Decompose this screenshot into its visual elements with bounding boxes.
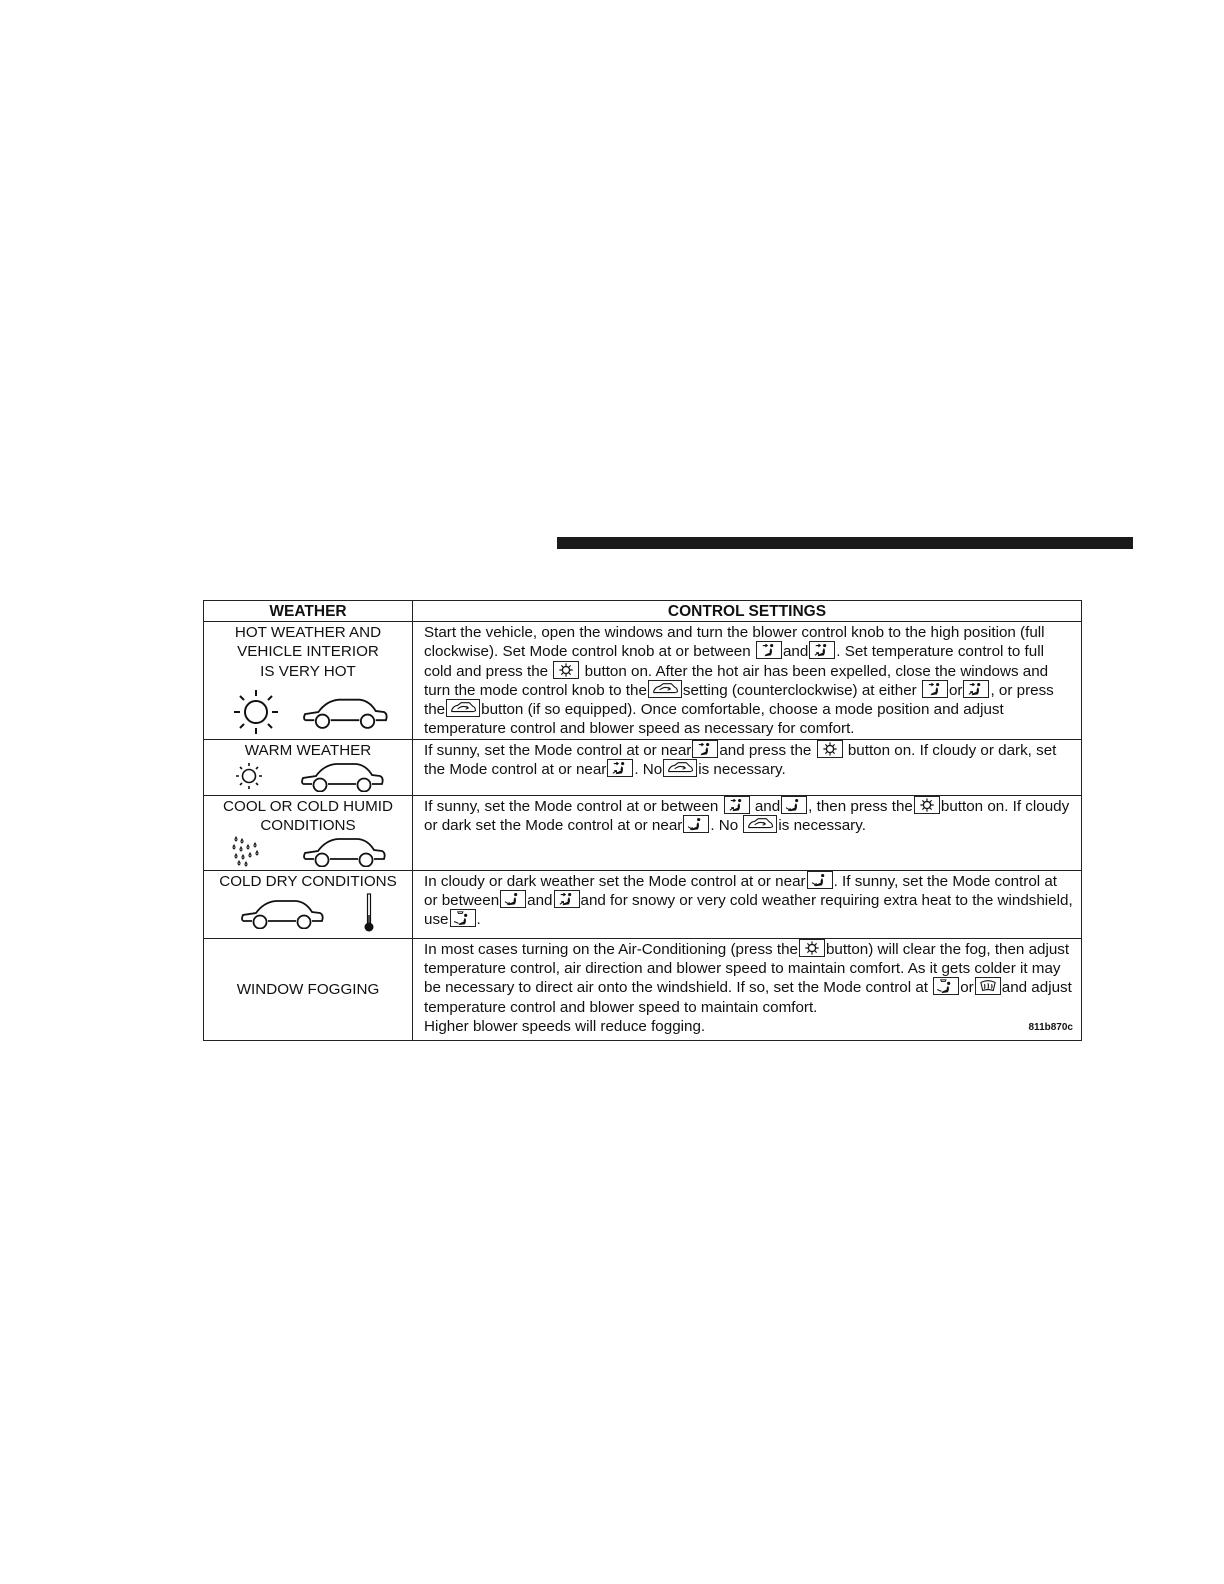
- weather-cell: [204, 938, 413, 1040]
- control-text: . Set temperature control to full cold and press the: [424, 643, 1044, 680]
- control-text: and adjust temperature control and blower speed to maintain comfort.: [424, 979, 1072, 1016]
- table-row: [204, 870, 1082, 938]
- table-header-row: [204, 601, 1082, 622]
- recirculation-icon: [663, 759, 697, 777]
- control-text: , or press the: [424, 681, 1054, 719]
- control-text: , then press the: [808, 797, 913, 815]
- weather-label: HOT WEATHER AND: [234, 624, 382, 641]
- ac-snowflake-icon: [553, 661, 579, 679]
- car-icon: [300, 760, 384, 792]
- control-text: and: [782, 643, 809, 661]
- weather-label: WINDOW FOGGING: [236, 981, 380, 999]
- recirculation-icon: [648, 680, 682, 698]
- bilevel-mode-icon: [809, 641, 835, 659]
- control-settings-column-header: CONTROL SETTINGS: [413, 601, 1082, 622]
- panel-mode-icon: [922, 680, 948, 698]
- control-text: Start the vehicle, open the windows and turn the blower control knob to the high position (full clockwise). Set Mode control knob at or between: [424, 624, 1045, 661]
- bilevel-mode-icon: [554, 890, 580, 908]
- control-text: If sunny, set the Mode control at or near: [424, 741, 692, 759]
- mix-mode-icon: [933, 977, 959, 995]
- small-sun-icon: [232, 761, 266, 791]
- table-row: [204, 739, 1082, 795]
- control-text: . No: [710, 817, 739, 835]
- weather-cell: [204, 739, 413, 795]
- weather-label: WARM WEATHER: [244, 741, 372, 759]
- car-icon: [302, 835, 386, 867]
- mix-mode-icon: [450, 909, 476, 927]
- control-text: . If sunny, set the Mode control at or between: [424, 872, 1058, 910]
- control-text: If sunny, set the Mode control at or between: [424, 797, 719, 815]
- bilevel-mode-icon: [607, 759, 633, 777]
- control-text: button (if so equipped). Once comfortable, choose a mode position and adjust temperature control and blower speed as necessary for comfort.: [424, 701, 1004, 738]
- thermometer-icon: [362, 893, 376, 933]
- bilevel-mode-icon: [963, 680, 989, 698]
- control-text: and: [754, 797, 781, 815]
- weather-column-header: WEATHER: [204, 601, 413, 622]
- car-icon: [240, 897, 324, 929]
- large-sun-icon: [228, 687, 284, 737]
- chapter-header-bar: [557, 537, 1133, 549]
- figure-code: 811b870c: [1028, 1022, 1073, 1034]
- bilevel-mode-icon: [724, 796, 750, 814]
- table-row: [204, 795, 1082, 870]
- raindrops-icon: [230, 835, 264, 867]
- weather-label: COOL OR COLD HUMID: [223, 797, 393, 815]
- recirculation-icon: [743, 815, 777, 833]
- weather-cell: [204, 795, 413, 870]
- control-text: button on. After the hot air has been expelled, close the windows and turn the mode control knob to the: [424, 662, 1049, 699]
- control-text: is necessary.: [778, 817, 866, 835]
- control-text: and for snowy or very cold weather requiring extra heat to the windshield, use: [424, 892, 1073, 929]
- ac-snowflake-icon: [799, 939, 825, 957]
- control-settings-cell: [413, 870, 1082, 938]
- floor-mode-icon: [807, 871, 833, 889]
- control-text: and: [527, 892, 553, 910]
- control-text: setting (counterclockwise) at either: [682, 681, 917, 699]
- recirculation-icon: [446, 699, 480, 717]
- weather-cell: [204, 622, 413, 740]
- control-settings-cell: [413, 795, 1082, 870]
- control-settings-cell: [413, 739, 1082, 795]
- panel-mode-icon: [692, 740, 718, 758]
- weather-label: VEHICLE INTERIOR: [237, 643, 379, 661]
- control-text: button on. If cloudy or dark set the Mode control at or near: [424, 797, 1070, 835]
- car-icon: [302, 695, 388, 729]
- table-row: [204, 938, 1082, 1040]
- weather-label: CONDITIONS: [260, 817, 356, 835]
- control-text: or: [960, 979, 974, 997]
- control-text: . No: [634, 761, 663, 779]
- control-text: Higher blower speeds will reduce fogging.: [424, 1017, 706, 1035]
- control-text: In most cases turning on the Air-Conditioning (press the: [424, 940, 798, 958]
- defrost-icon: [975, 977, 1001, 995]
- control-text: button on. If cloudy or dark, set the Mode control at or near: [424, 741, 1057, 779]
- ac-snowflake-icon: [817, 740, 843, 758]
- floor-mode-icon: [500, 890, 526, 908]
- floor-mode-icon: [683, 815, 709, 833]
- weather-cell: [204, 870, 413, 938]
- control-settings-cell: [413, 938, 1082, 1040]
- ac-snowflake-icon: [914, 796, 940, 814]
- climate-control-table: [203, 600, 1082, 1041]
- weather-label: IS VERY HOT: [260, 662, 356, 680]
- table-row: [204, 622, 1082, 740]
- control-text: and press the: [719, 741, 812, 759]
- panel-mode-icon: [756, 641, 782, 659]
- control-text: In cloudy or dark weather set the Mode control at or near: [424, 872, 806, 890]
- weather-label: COLD DRY CONDITIONS: [219, 872, 397, 890]
- control-text: .: [476, 911, 481, 929]
- control-settings-cell: [413, 622, 1082, 740]
- control-text: is necessary.: [698, 761, 786, 779]
- control-text: button) will clear the fog, then adjust temperature control, air direction and blower speed to maintain comfort. As it gets colder it may be necessary to direct air onto the windshield. If so, set the Mode control at: [424, 940, 1070, 997]
- floor-mode-icon: [781, 796, 807, 814]
- control-text: or: [948, 681, 963, 699]
